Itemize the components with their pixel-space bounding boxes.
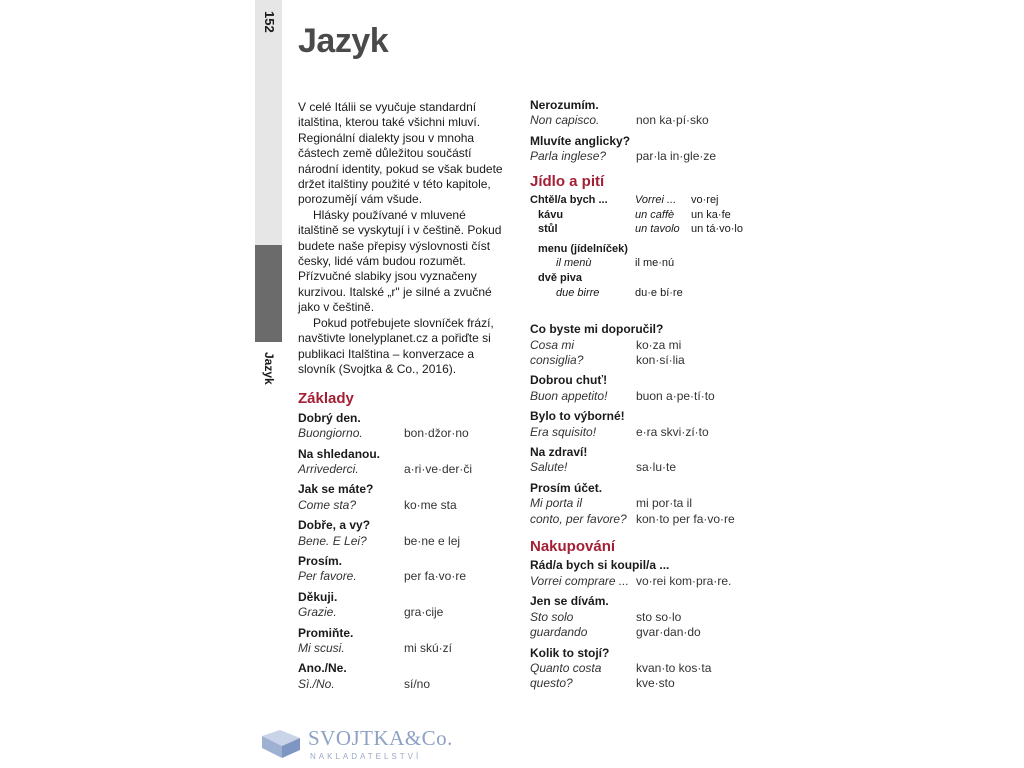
phrase-translation-row xyxy=(530,625,760,640)
phrase-pronunciation: bon·džor·no xyxy=(404,426,469,441)
food-item-pron: un ka·fe xyxy=(691,208,731,221)
phrase-italian: Grazie. xyxy=(298,605,337,620)
phrase-italian: Bene. E Lei? xyxy=(298,533,367,548)
phrase-pronunciation: kve·sto xyxy=(636,676,675,691)
publisher-logo xyxy=(260,722,453,768)
phrase-pronunciation: sí/no xyxy=(404,676,431,691)
phrase-pronunciation: kon·sí·lia xyxy=(636,353,685,367)
phrase-pronunciation: gra·cije xyxy=(404,605,444,620)
section-heading-basics: Základy xyxy=(298,390,354,408)
food-item-cz: kávu xyxy=(538,208,564,221)
phrase-italian: Sto solo xyxy=(530,609,574,624)
phrase-italian: Cosa mi xyxy=(530,337,575,352)
phrase-italian: questo? xyxy=(530,676,573,691)
food-item-pron: du·e bí·re xyxy=(635,286,683,299)
food-lead-it: Vorrei ... xyxy=(635,194,677,207)
phrase-translation-row xyxy=(298,569,508,584)
phrase-czech: Ano./Ne. xyxy=(298,661,347,676)
phrase-pronunciation: e·ra skvi·zí·to xyxy=(636,424,709,439)
food-item-row xyxy=(530,286,760,301)
phrase-pronunciation: buon a·pe·tí·to xyxy=(636,388,715,403)
food-item-row xyxy=(530,271,760,286)
phrase-italian: Non capisco. xyxy=(530,113,600,128)
section-heading-food: Jídlo a pití xyxy=(530,172,605,190)
phrase-translation-row xyxy=(298,534,508,549)
phrase-italian: Come sta? xyxy=(298,497,357,512)
phrase-entry xyxy=(530,98,760,129)
phrase-czech: Prosím účet. xyxy=(530,480,603,495)
phrase-pronunciation: be·ne e lej xyxy=(404,533,461,548)
phrase-entry xyxy=(530,646,760,692)
phrase-entry xyxy=(298,626,508,657)
phrase-entry xyxy=(298,482,508,513)
basics-phrase-list xyxy=(298,411,508,693)
phrase-pronunciation: kon·to per fa·vo·re xyxy=(636,511,735,526)
phrase-translation-row xyxy=(298,462,508,477)
page-tab-dark xyxy=(255,245,282,342)
food-items xyxy=(530,208,760,237)
phrase-pronunciation: ko·me sta xyxy=(404,497,457,512)
intro-paragraph: Hlásky používané v mluvené italštině se vyskytují i v češtině. Pokud budete naše přepisy výslovnosti číst česky, lidé vám budou rozumět. Přízvučné slabiky jsou vyznačeny kurzivou. Italské „r" je silné a zvučné jako v češtině. xyxy=(298,207,502,315)
phrase-italian: Arrivederci. xyxy=(298,461,359,476)
phrase-czech: Rád/a bych si koupil/a ... xyxy=(530,558,670,573)
phrase-italian: Parla inglese? xyxy=(530,149,607,164)
intro-text xyxy=(298,100,508,377)
phrase-translation-row xyxy=(530,338,760,353)
top-phrase-list xyxy=(530,98,760,165)
phrase-pronunciation: mi skú·zí xyxy=(404,641,452,655)
phrase-entry xyxy=(530,558,760,589)
phrase-translation-row xyxy=(530,512,760,527)
phrase-czech: Mluvíte anglicky? xyxy=(530,133,631,148)
book-logo-icon xyxy=(260,726,302,760)
phrase-pronunciation: mi por·ta il xyxy=(636,496,693,511)
intro-paragraph: Pokud potřebujete slovníček frází, navštivte lonelyplanet.cz a pořiďte si publikaci Italština – konverzace a slovník (Svojtka & Co., 2016). xyxy=(298,315,494,376)
phrase-translation-row xyxy=(298,605,508,620)
publisher-subtitle: NAKLADATELSTVÍ xyxy=(310,752,422,761)
phrase-entry xyxy=(530,409,760,440)
food-items-2 xyxy=(530,242,760,300)
phrase-pronunciation: a·ri·ve·der·či xyxy=(404,461,473,476)
phrase-translation-row xyxy=(530,113,760,128)
section-heading-shopping: Nakupování xyxy=(530,538,616,556)
phrase-czech: Na shledanou. xyxy=(298,446,381,461)
phrase-translation-row xyxy=(530,389,760,404)
phrase-czech: Jak se máte? xyxy=(298,482,374,497)
phrase-italian: guardando xyxy=(530,625,588,640)
phrase-italian: Era squisito! xyxy=(530,424,597,439)
phrase-entry xyxy=(530,481,760,527)
phrase-entry xyxy=(298,447,508,478)
phrase-czech: Prosím. xyxy=(298,553,343,568)
phrase-czech: Dobrý den. xyxy=(298,410,361,425)
food-item-it: un caffè xyxy=(635,208,675,221)
phrase-entry xyxy=(298,518,508,549)
phrase-italian: Mi porta il xyxy=(530,496,583,511)
phrase-translation-row xyxy=(298,677,508,692)
phrase-czech: Na zdraví! xyxy=(530,445,588,460)
phrase-translation-row xyxy=(530,574,760,589)
publisher-name: SVOJTKA&Co. xyxy=(308,726,453,750)
left-column xyxy=(298,100,508,697)
phrase-translation-row xyxy=(530,676,760,691)
phrase-pronunciation: kvan·to kos·ta xyxy=(636,660,712,675)
phrase-entry xyxy=(530,134,760,165)
food-lead-pron: vo·rej xyxy=(691,194,719,207)
phrase-entry xyxy=(298,590,508,621)
food-item-row xyxy=(530,256,760,271)
food-order-table xyxy=(530,193,760,300)
phrase-czech: Bylo to výborné! xyxy=(530,409,625,424)
intro-paragraph: V celé Itálii se vyučuje standardní italština, kterou také všichni mluví. Regionální dialekty jsou v mnoha částech země důležitou součástí národní identity, pokud se však budete držet italštiny použité v této kapitole, porozumějí vám všude. xyxy=(298,100,503,207)
right-column xyxy=(530,98,760,697)
phrase-translation-row xyxy=(530,460,760,475)
food-item-pron: il me·nú xyxy=(635,257,675,270)
phrase-pronunciation: ko·za mi xyxy=(636,337,682,352)
food-item-row xyxy=(530,222,760,237)
food-lead-row xyxy=(530,193,760,208)
phrase-italian: Buon appetito! xyxy=(530,388,608,403)
food-item-row xyxy=(530,208,760,223)
phrase-italian: Quanto costa xyxy=(530,660,602,675)
phrase-italian: consiglia? xyxy=(530,353,584,367)
phrase-translation-row xyxy=(530,149,760,164)
phrase-translation-row xyxy=(530,496,760,511)
food-phrase-list xyxy=(530,322,760,527)
phrase-translation-row xyxy=(530,661,760,676)
phrase-czech: Jen se dívám. xyxy=(530,594,609,609)
phrase-italian: Sì./No. xyxy=(298,676,335,691)
phrase-pronunciation: sto so·lo xyxy=(636,609,682,624)
phrase-czech: Promiňte. xyxy=(298,625,354,640)
phrase-italian: Vorrei comprare ... xyxy=(530,573,629,588)
phrase-entry xyxy=(530,373,760,404)
phrase-italian: Buongiorno. xyxy=(298,426,363,441)
phrase-entry xyxy=(298,554,508,585)
phrase-czech: Dobře, a vy? xyxy=(298,518,371,533)
phrase-translation-row xyxy=(530,353,760,368)
phrase-pronunciation: gvar·dan·do xyxy=(636,625,701,640)
phrase-czech: Kolik to stojí? xyxy=(530,645,610,660)
phrase-translation-row xyxy=(530,425,760,440)
phrase-pronunciation: sa·lu·te xyxy=(636,460,677,475)
food-lead-cz: Chtěl/a bych ... xyxy=(530,194,608,207)
phrase-entry xyxy=(530,322,760,368)
phrase-italian: Salute! xyxy=(530,460,568,475)
phrase-italian: Per favore. xyxy=(298,569,357,584)
phrase-entry xyxy=(530,445,760,476)
phrase-italian: Mi scusi. xyxy=(298,641,345,655)
phrase-pronunciation: per fa·vo·re xyxy=(404,569,467,584)
page-number: 152 xyxy=(262,11,277,33)
page-title: Jazyk xyxy=(298,22,389,60)
phrase-translation-row xyxy=(298,641,508,656)
phrase-czech: Dobrou chuť! xyxy=(530,373,608,388)
phrase-entry xyxy=(530,594,760,640)
food-item-cz: menu (jídelníček) xyxy=(538,242,628,255)
phrase-italian: conto, per favore? xyxy=(530,511,627,526)
food-item-it: due birre xyxy=(556,286,600,299)
food-item-cz: stůl xyxy=(538,223,558,236)
phrase-pronunciation: par·la in·gle·ze xyxy=(636,149,717,164)
food-item-it: il menù xyxy=(556,257,592,270)
phrase-entry xyxy=(298,411,508,442)
phrase-czech: Děkuji. xyxy=(298,589,338,604)
food-item-row xyxy=(530,242,760,257)
phrase-entry xyxy=(298,661,508,692)
food-item-it: un tavolo xyxy=(635,223,680,236)
phrase-czech: Nerozumím. xyxy=(530,98,599,112)
phrase-translation-row xyxy=(298,426,508,441)
section-tab-label: Jazyk xyxy=(262,352,276,385)
food-item-cz: dvě piva xyxy=(538,272,583,284)
phrase-pronunciation: vo·rei kom·pra·re. xyxy=(636,573,732,588)
phrase-translation-row xyxy=(530,610,760,625)
phrase-translation-row xyxy=(298,498,508,513)
shopping-phrase-list xyxy=(530,558,760,691)
phrase-pronunciation: non ka·pí·sko xyxy=(636,113,709,128)
phrase-czech: Co byste mi doporučil? xyxy=(530,322,664,337)
food-item-pron: un tá·vo·lo xyxy=(691,223,743,236)
